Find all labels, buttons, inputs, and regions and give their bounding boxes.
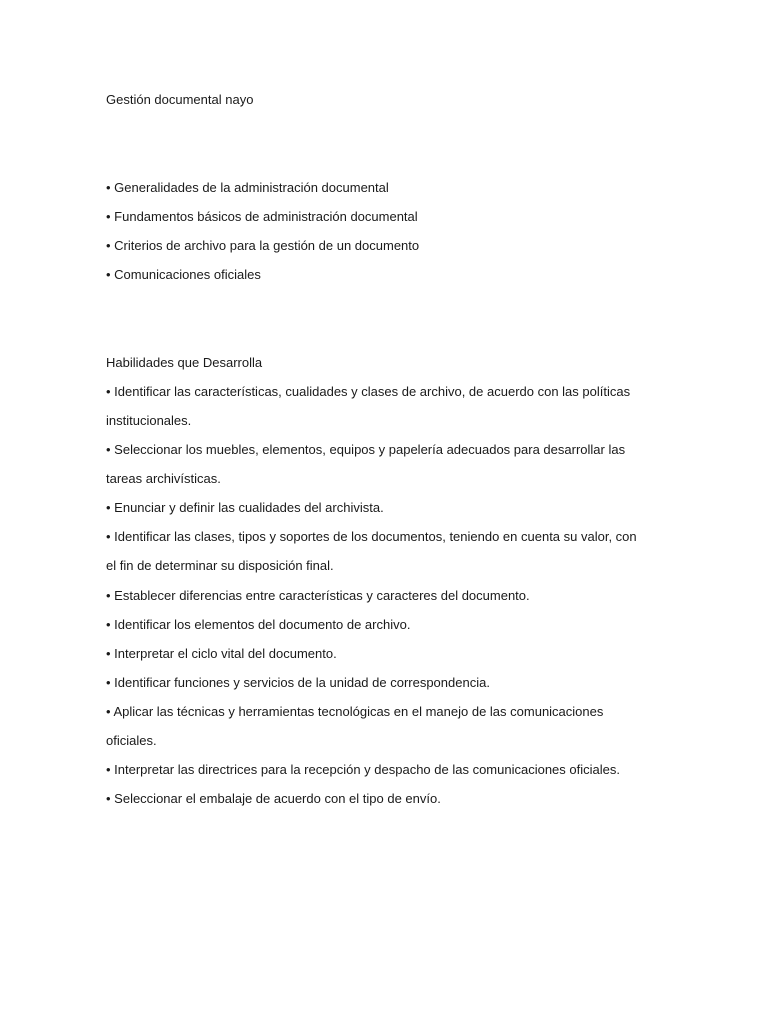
skill-line: • Identificar las clases, tipos y soportes de los documentos, teniendo en cuenta su valor, con (106, 529, 637, 544)
skill-line: • Interpretar las directrices para la recepción y despacho de las comunicaciones oficiales. (106, 762, 620, 777)
skill-line: tareas archivísticas. (106, 471, 221, 486)
skill-line: • Identificar las características, cualidades y clases de archivo, de acuerdo con las políticas (106, 384, 631, 399)
document-title: Gestión documental nayo (106, 92, 254, 107)
skill-line: el fin de determinar su disposición final. (106, 558, 334, 573)
skill-line: institucionales. (106, 413, 192, 428)
skill-line: • Identificar funciones y servicios de la unidad de correspondencia. (106, 675, 490, 690)
skill-line: • Interpretar el ciclo vital del documento. (106, 646, 337, 661)
skills-heading: Habilidades que Desarrolla (106, 355, 263, 370)
skill-line: • Enunciar y definir las cualidades del archivista. (106, 500, 384, 515)
skill-line: • Aplicar las técnicas y herramientas tecnológicas en el manejo de las comunicaciones (106, 704, 604, 719)
skill-line: • Seleccionar el embalaje de acuerdo con el tipo de envío. (106, 791, 441, 806)
skill-line: • Identificar los elementos del documento de archivo. (106, 617, 411, 632)
topic-item: • Comunicaciones oficiales (106, 267, 261, 282)
topic-item: • Generalidades de la administración documental (106, 180, 389, 195)
skill-line: oficiales. (106, 733, 157, 748)
skill-line: • Establecer diferencias entre características y caracteres del documento. (106, 588, 530, 603)
skill-line: • Seleccionar los muebles, elementos, equipos y papelería adecuados para desarrollar las (106, 442, 626, 457)
topic-item: • Criterios de archivo para la gestión de un documento (106, 238, 420, 253)
topic-item: • Fundamentos básicos de administración documental (106, 209, 418, 224)
